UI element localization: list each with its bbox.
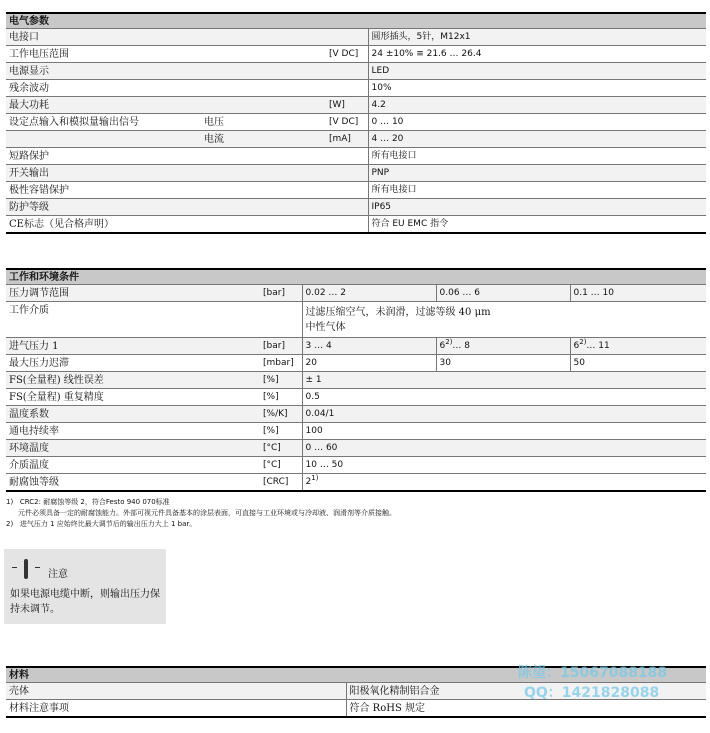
operating-unit: [%] (260, 423, 302, 440)
electrical-label: 开关输出 (6, 165, 201, 182)
electrical-label: 防护等级 (6, 199, 201, 216)
electrical-row (6, 182, 706, 199)
electrical-sublabel (201, 216, 326, 233)
electrical-value: PNP (368, 165, 706, 182)
electrical-sublabel: 电压 (201, 114, 326, 131)
electrical-sublabel (201, 29, 326, 46)
electrical-row (6, 131, 706, 148)
note-dash-left (12, 567, 17, 568)
operating-value: 0.5 (302, 389, 706, 406)
operating-label: FS(全量程) 重复精度 (6, 389, 260, 406)
electrical-row (6, 148, 706, 165)
electrical-row (6, 80, 706, 97)
footnote-2-text: 进气压力 1 应始终比最大调节后的输出压力大上 1 bar。 (19, 520, 197, 528)
electrical-row (6, 199, 706, 216)
electrical-row (6, 114, 706, 131)
electrical-value: 0 … 10 (368, 114, 706, 131)
electrical-label: CE标志（见合格声明） (6, 216, 201, 233)
operating-row (6, 457, 706, 474)
note-dash-right (35, 567, 40, 568)
hysteresis-value-2: 30 (436, 355, 570, 372)
electrical-row (6, 216, 706, 233)
operating-label: 通电持续率 (6, 423, 260, 440)
medium-row (6, 302, 706, 338)
operating-row (6, 372, 706, 389)
inlet-row (6, 338, 706, 355)
pressure-label: 压力调节范围 (6, 285, 260, 302)
electrical-label: 最大功耗 (6, 97, 201, 114)
hysteresis-value-3: 50 (570, 355, 706, 372)
electrical-unit (326, 199, 368, 216)
corrosion-label: 耐腐蚀等级 (6, 474, 260, 491)
footnote-2: 2) 进气压力 1 应始终比最大调节后的输出压力大上 1 bar。 (6, 520, 197, 528)
operating-label: FS(全量程) 线性误差 (6, 372, 260, 389)
electrical-label: 极性容错保护 (6, 182, 201, 199)
electrical-unit (326, 216, 368, 233)
operating-unit: [%] (260, 389, 302, 406)
pressure-value-1: 0.02 … 2 (302, 285, 436, 302)
electrical-sublabel (201, 97, 326, 114)
operating-row (6, 406, 706, 423)
corrosion-unit: [CRC] (260, 474, 302, 491)
electrical-sublabel (201, 199, 326, 216)
electrical-value: LED (368, 63, 706, 80)
electrical-value: 所有电接口 (368, 148, 706, 165)
medium-line-2: 中性气体 (305, 321, 346, 333)
pressure-value-2: 0.06 … 6 (436, 285, 570, 302)
operating-unit: [°C] (260, 440, 302, 457)
electrical-row (6, 29, 706, 46)
pressure-row (6, 285, 706, 302)
electrical-value: 符合 EU EMC 指令 (368, 216, 706, 233)
electrical-label: 短路保护 (6, 148, 201, 165)
operating-row (6, 423, 706, 440)
medium-value (302, 302, 706, 338)
operating-section (6, 268, 706, 492)
medium-line-1: 过滤压缩空气，未润滑，过滤等级 40 μm (305, 306, 491, 318)
materials-label: 壳体 (6, 683, 346, 700)
operating-unit: [%] (260, 372, 302, 389)
inlet-unit: [bar] (260, 338, 302, 355)
electrical-value: 所有电接口 (368, 182, 706, 199)
corrosion-row (6, 474, 706, 491)
electrical-row (6, 165, 706, 182)
materials-value: 符合 RoHS 规定 (346, 700, 706, 717)
inlet-value-2: 6$^{2)}$… 8 (436, 338, 570, 355)
hysteresis-row (6, 355, 706, 372)
electrical-row (6, 63, 706, 80)
operating-row (6, 389, 706, 406)
materials-label: 材料注意事项 (6, 700, 346, 717)
electrical-value: 4 … 20 (368, 131, 706, 148)
electrical-unit (326, 63, 368, 80)
inlet-value-3: 6$^{2)}$… 11 (570, 338, 706, 355)
operating-unit: [°C] (260, 457, 302, 474)
electrical-section (6, 12, 706, 234)
electrical-value: 10% (368, 80, 706, 97)
info-icon (24, 559, 28, 579)
electrical-label: 电接口 (6, 29, 201, 46)
electrical-unit (326, 29, 368, 46)
electrical-table (6, 12, 706, 232)
operating-value: ± 1 (302, 372, 706, 389)
operating-value: 100 (302, 423, 706, 440)
hysteresis-value-1: 20 (302, 355, 436, 372)
footnote-1-line-1: CRC2: 耐腐蚀等级 2，符合Festo 940 070标准 (19, 498, 170, 506)
electrical-unit: [mA] (326, 131, 368, 148)
note-body: 如果电源电缆中断，则输出压力保持未调节。 (10, 589, 160, 615)
electrical-value: IP65 (368, 199, 706, 216)
operating-value: 0 … 60 (302, 440, 706, 457)
pressure-unit: [bar] (260, 285, 302, 302)
electrical-row (6, 97, 706, 114)
electrical-sublabel (201, 165, 326, 182)
electrical-label: 电源显示 (6, 63, 201, 80)
operating-table (6, 268, 706, 490)
pressure-value-3: 0.1 … 10 (570, 285, 706, 302)
electrical-value: 4.2 (368, 97, 706, 114)
electrical-unit (326, 148, 368, 165)
inlet-value-1: 3 … 4 (302, 338, 436, 355)
electrical-row (6, 46, 706, 63)
electrical-unit (326, 165, 368, 182)
inlet-sup-3: 2) (579, 337, 587, 346)
electrical-sublabel (201, 63, 326, 80)
electrical-value: 圆形插头，5针，M12x1 (368, 29, 706, 46)
electrical-label: 设定点输入和模拟量输出信号 (6, 114, 201, 131)
hysteresis-label: 最大压力迟滞 (6, 355, 260, 372)
electrical-unit: [V DC] (326, 114, 368, 131)
operating-value: 10 … 50 (302, 457, 706, 474)
electrical-header: 电气参数 (6, 13, 706, 29)
hysteresis-unit: [mbar] (260, 355, 302, 372)
electrical-sublabel: 电流 (201, 131, 326, 148)
footnote-1-cont: 元件必须具备一定的耐腐蚀能力。外部可视元件具备基本的涂层表面，可直接与工业环境或与冷却液、润滑剂等介质接触。 (18, 509, 396, 517)
inlet-label: 进气压力 1 (6, 338, 260, 355)
operating-label: 环境温度 (6, 440, 260, 457)
electrical-unit (326, 182, 368, 199)
operating-unit: [%/K] (260, 406, 302, 423)
operating-header: 工作和环境条件 (6, 269, 706, 285)
corrosion-value: 2$^{1)}$ (302, 474, 706, 491)
electrical-value: 24 ±10% ≡ 21.6 … 26.4 (368, 46, 706, 63)
operating-label: 介质温度 (6, 457, 260, 474)
electrical-unit: [W] (326, 97, 368, 114)
electrical-sublabel (201, 46, 326, 63)
operating-row (6, 440, 706, 457)
electrical-sublabel (201, 148, 326, 165)
electrical-sublabel (201, 182, 326, 199)
electrical-label (6, 131, 201, 148)
note-box: 注意 如果电源电缆中断，则输出压力保持未调节。 (4, 549, 166, 624)
watermark-line-2: QQ：1421828088 (524, 685, 660, 701)
footnote-1: 1) CRC2: 耐腐蚀等级 2，符合Festo 940 070标准 (6, 498, 170, 506)
medium-label: 工作介质 (6, 302, 260, 338)
electrical-label: 残余波动 (6, 80, 201, 97)
watermark-line-1: 陈望：15067088188 (518, 665, 668, 681)
electrical-sublabel (201, 80, 326, 97)
electrical-unit (326, 80, 368, 97)
materials-header: 材料 (6, 667, 706, 683)
operating-label: 温度系数 (6, 406, 260, 423)
operating-value: 0.04/1 (302, 406, 706, 423)
electrical-unit: [V DC] (326, 46, 368, 63)
electrical-label: 工作电压范围 (6, 46, 201, 63)
materials-value: 阳极氧化精制铝合金 (346, 683, 706, 700)
